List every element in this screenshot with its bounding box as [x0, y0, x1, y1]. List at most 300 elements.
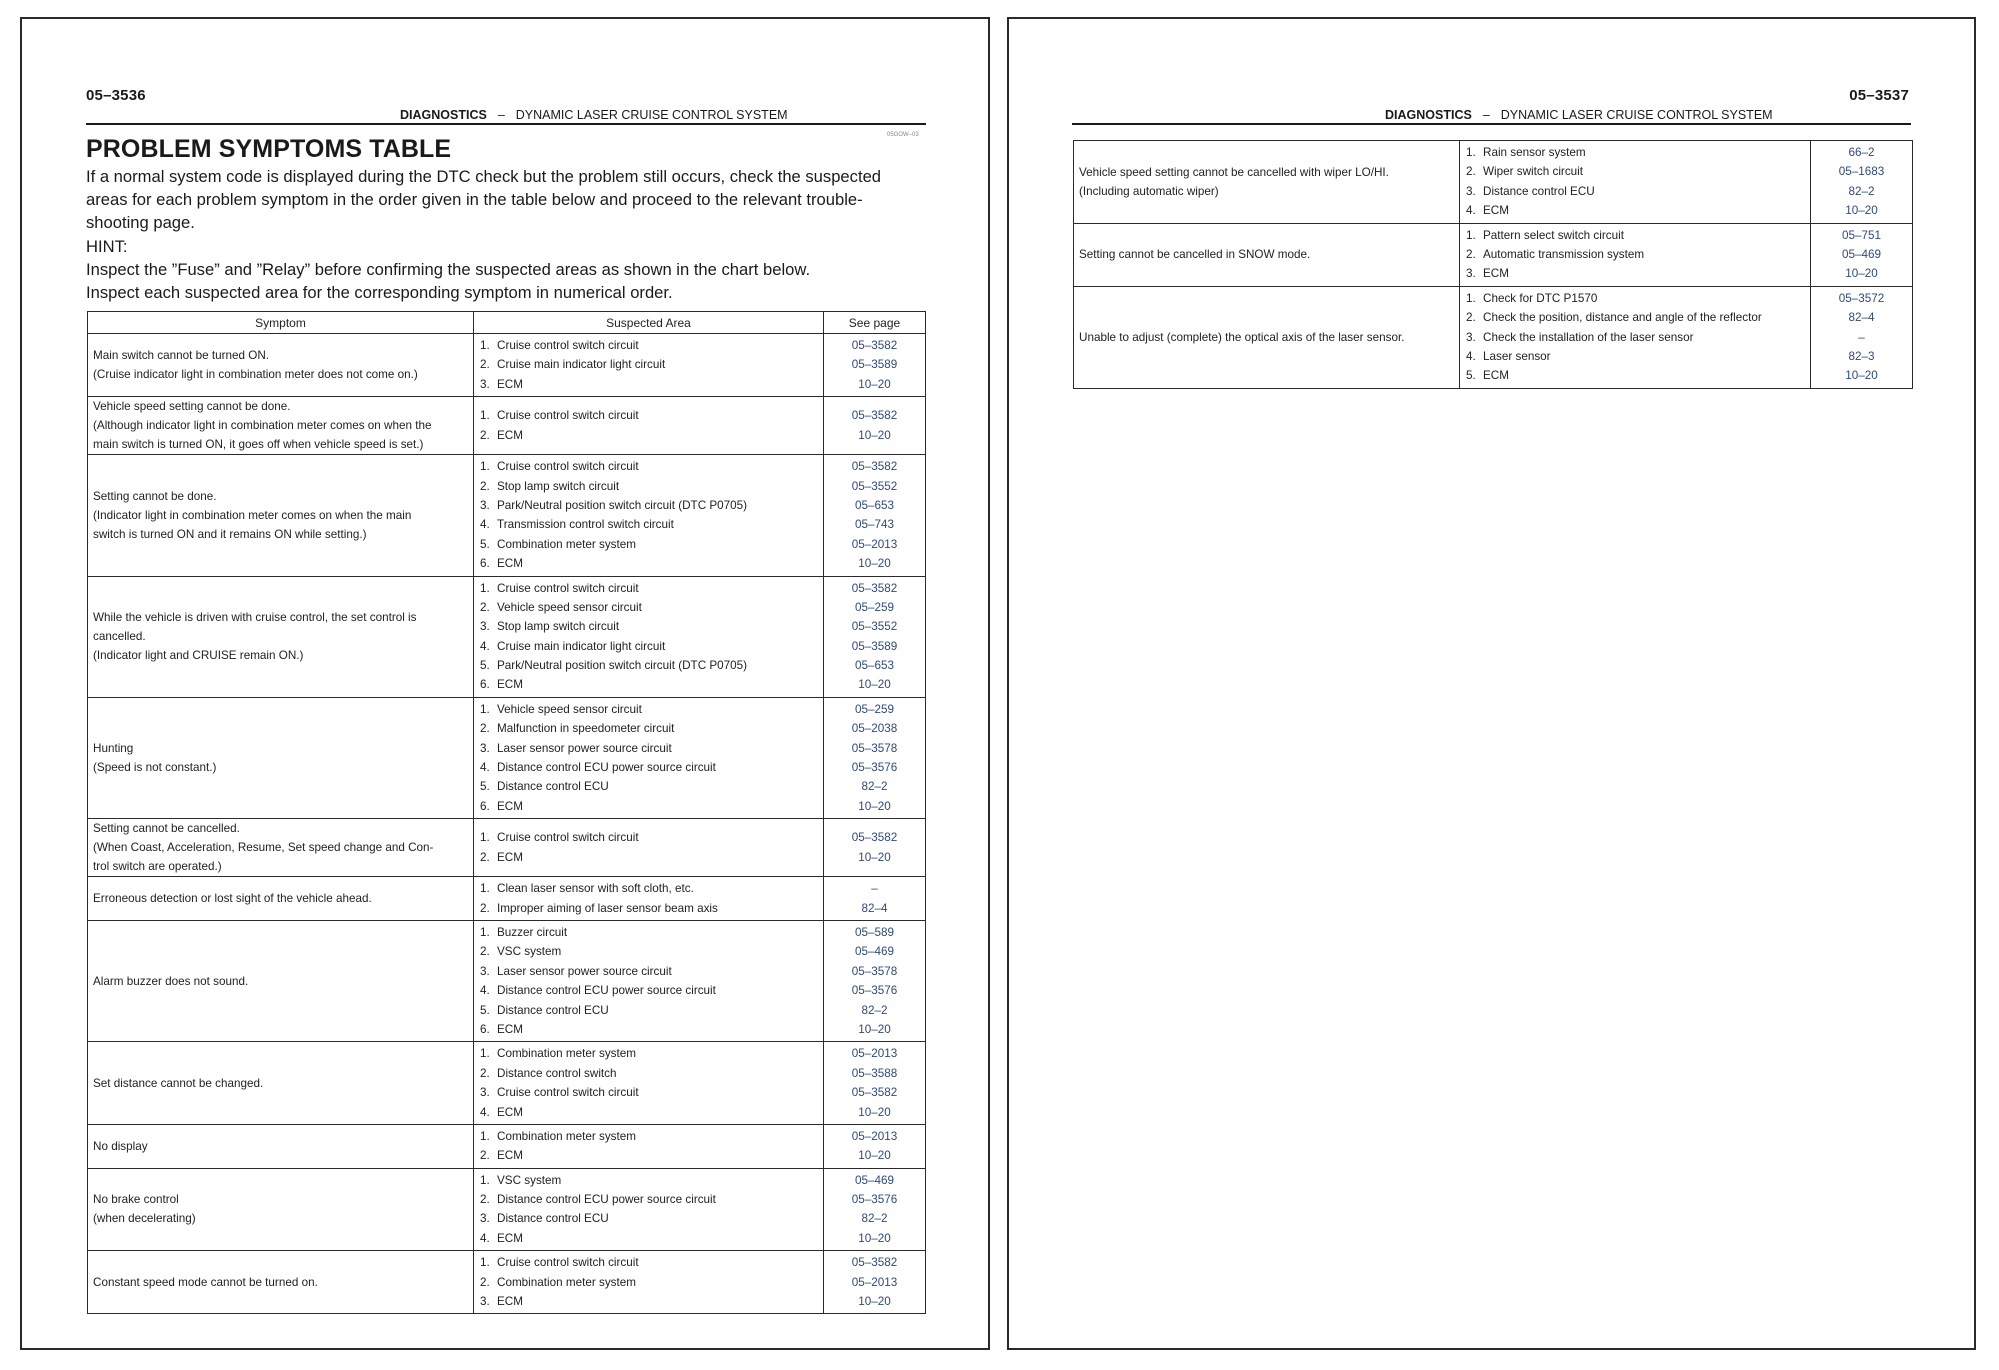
see-page-cell: [824, 697, 926, 818]
item-number: 2.: [480, 901, 490, 915]
page-reference-link[interactable]: 10–20: [1845, 204, 1878, 218]
item-number: 2.: [480, 428, 490, 442]
suspected-area-item: [1460, 289, 1810, 308]
item-number: 2.: [480, 358, 490, 372]
symptom-text: (Although indicator light in combination meter comes on when the: [93, 419, 432, 433]
page-reference-link[interactable]: 05–743: [854, 518, 894, 532]
suspected-area-text: ECM: [497, 1149, 523, 1163]
symptom-text: (Including automatic wiper): [1079, 184, 1219, 198]
page-reference-link[interactable]: 05–469: [1841, 247, 1881, 261]
suspected-area-text: Cruise control switch circuit: [497, 581, 639, 595]
hint-label: HINT:: [86, 236, 128, 256]
table-row: [1074, 286, 1913, 388]
symptom-text: (Speed is not constant.): [93, 761, 217, 775]
symptom-cell: [88, 455, 474, 576]
table-row: [88, 920, 926, 1041]
suspected-area-item: [474, 1253, 823, 1272]
page-title: PROBLEM SYMPTOMS TABLE: [86, 135, 452, 163]
page-reference-link[interactable]: 05–2013: [851, 537, 898, 551]
suspected-area-item: [474, 1229, 823, 1248]
suspected-area-text: Laser sensor power source circuit: [497, 964, 672, 978]
suspected-area-cell: [474, 334, 824, 397]
running-head: [1385, 108, 1773, 122]
item-number: 3.: [480, 620, 490, 634]
suspected-area-text: Cruise main indicator light circuit: [497, 639, 666, 653]
symptom-text: Vehicle speed setting cannot be done.: [93, 400, 291, 414]
table-row: [88, 334, 926, 397]
suspected-area-item: [474, 828, 823, 847]
manual-page-left: [20, 17, 990, 1350]
page-reference-link[interactable]: 05–589: [854, 925, 894, 939]
suspected-area-item: [474, 579, 823, 598]
suspected-area-text: ECM: [497, 850, 523, 864]
page-reference-link[interactable]: 10–20: [858, 377, 891, 391]
problem-symptoms-table-continued: [1073, 140, 1913, 389]
suspected-area-text: Distance control ECU power source circuit: [497, 984, 716, 998]
item-number: 6.: [480, 557, 490, 571]
suspected-area-cell: [474, 397, 824, 455]
suspected-area-text: ECM: [1483, 369, 1509, 383]
running-head-separator: –: [497, 108, 505, 122]
page-reference-link[interactable]: 05–3578: [851, 741, 898, 755]
see-page-cell: [1811, 286, 1913, 388]
page-reference-link[interactable]: 05–3588: [851, 1066, 898, 1080]
see-page-cell: [824, 877, 926, 921]
item-number: 2.: [1466, 311, 1476, 325]
page-reference-link[interactable]: 10–20: [858, 1149, 891, 1163]
item-number: 2.: [480, 850, 490, 864]
suspected-area-text: Check the installation of the laser sensor: [1483, 330, 1694, 344]
page-reference-link[interactable]: 66–2: [1848, 146, 1875, 159]
suspected-area-item: [474, 617, 823, 636]
suspected-area-item: [474, 675, 823, 694]
suspected-area-item: [474, 797, 823, 816]
suspected-area-item: [1460, 226, 1810, 245]
symptom-text: Unable to adjust (complete) the optical axis of the laser sensor.: [1079, 330, 1405, 344]
see-page-cell: [824, 1042, 926, 1125]
item-number: 2.: [480, 1066, 490, 1080]
symptom-text: Setting cannot be cancelled in SNOW mode.: [1079, 248, 1311, 262]
page-reference-link[interactable]: 05–3552: [851, 620, 898, 634]
item-number: 5.: [480, 780, 490, 794]
suspected-area-text: Improper aiming of laser sensor beam axis: [497, 901, 718, 915]
running-head-system: DYNAMIC LASER CRUISE CONTROL SYSTEM: [515, 108, 788, 122]
symptom-cell: [88, 877, 474, 921]
item-number: 1.: [480, 1173, 490, 1187]
symptom-text: cancelled.: [93, 630, 146, 644]
item-number: 2.: [480, 722, 490, 736]
suspected-area-cell: [474, 576, 824, 697]
suspected-area-text: Clean laser sensor with soft cloth, etc.: [497, 882, 694, 896]
item-number: 4.: [1466, 204, 1476, 218]
item-number: 4.: [480, 1105, 490, 1119]
page-reference-link[interactable]: 10–20: [858, 1105, 891, 1119]
symptom-text: (Cruise indicator light in combination meter does not come on.): [93, 368, 418, 382]
symptom-cell: [1074, 286, 1460, 388]
suspected-area-item: [474, 1064, 823, 1083]
suspected-area-item: [474, 1127, 823, 1146]
page-reference-link[interactable]: 05–3578: [851, 964, 898, 978]
suspected-area-text: Cruise control switch circuit: [497, 460, 639, 474]
suspected-area-cell: [1460, 141, 1811, 224]
table-row: [88, 455, 926, 576]
page-reference-link[interactable]: 05–3582: [851, 1256, 898, 1270]
suspected-area-item: [474, 700, 823, 719]
see-page-cell: [824, 819, 926, 877]
table-row: [1074, 141, 1913, 224]
suspected-area-item: [1460, 201, 1810, 220]
page-reference-link[interactable]: 05–1683: [1838, 165, 1885, 179]
see-page-cell: [824, 455, 926, 576]
suspected-area-text: Rain sensor system: [1483, 146, 1586, 159]
page-reference-link[interactable]: 05–469: [854, 1173, 894, 1187]
symptom-cell: [88, 1251, 474, 1314]
item-number: 3.: [1466, 330, 1476, 344]
table-row: [88, 697, 926, 818]
suspected-area-text: ECM: [1483, 267, 1509, 281]
suspected-area-item: [1460, 245, 1810, 264]
suspected-area-item: [474, 899, 823, 918]
item-number: 5.: [480, 659, 490, 673]
page-reference-link[interactable]: 05–259: [854, 600, 894, 614]
suspected-area-item: [474, 1103, 823, 1122]
suspected-area-item: [474, 1273, 823, 1292]
suspected-area-item: [474, 981, 823, 1000]
item-number: 1.: [1466, 228, 1476, 242]
page-reference-link[interactable]: 05–3582: [851, 409, 898, 423]
table-row: [88, 1124, 926, 1168]
item-number: 1.: [480, 460, 490, 474]
suspected-area-text: Pattern select switch circuit: [1483, 228, 1624, 242]
page-reference-link[interactable]: 05–3589: [851, 358, 898, 372]
page-reference-link[interactable]: 10–20: [1845, 267, 1878, 281]
page-reference-link[interactable]: 10–20: [858, 428, 891, 442]
page-reference-link[interactable]: 05–3582: [851, 831, 898, 845]
see-page-cell: [824, 1168, 926, 1251]
item-number: 6.: [480, 799, 490, 813]
suspected-area-item: [474, 515, 823, 534]
item-number: 2.: [480, 945, 490, 959]
symptom-cell: [1074, 141, 1460, 224]
page-reference-link[interactable]: 10–20: [858, 799, 891, 813]
suspected-area-cell: [474, 455, 824, 576]
page-reference-link[interactable]: 10–20: [858, 678, 891, 692]
page-reference-link[interactable]: 05–3576: [851, 984, 898, 998]
item-number: 6.: [480, 678, 490, 692]
suspected-area-text: Distance control ECU: [497, 780, 609, 794]
suspected-area-item: [474, 719, 823, 738]
page-reference-link[interactable]: 05–2013: [851, 1129, 898, 1143]
suspected-area-text: ECM: [497, 1295, 523, 1309]
intro-line: Inspect the ”Fuse” and ”Relay” before confirming the suspected areas as shown in the chart below.: [86, 259, 811, 279]
item-number: 4.: [480, 639, 490, 653]
page-reference-link[interactable]: 10–20: [858, 1231, 891, 1245]
suspected-area-item: [474, 637, 823, 656]
suspected-area-item: [474, 848, 823, 867]
page-reference-link[interactable]: 05–3576: [851, 1193, 898, 1207]
symptom-cell: [88, 1168, 474, 1251]
page-reference-link[interactable]: 05–3582: [851, 1086, 898, 1100]
page-reference-link[interactable]: 05–3589: [851, 639, 898, 653]
suspected-area-item: [474, 598, 823, 617]
suspected-area-text: ECM: [497, 1231, 523, 1245]
page-reference-link[interactable]: –: [871, 882, 878, 896]
suspected-area-text: ECM: [497, 1022, 523, 1036]
suspected-area-item: [474, 457, 823, 476]
page-reference-link[interactable]: 05–2013: [851, 1275, 898, 1289]
suspected-area-text: Cruise control switch circuit: [497, 1256, 639, 1270]
page-reference-link[interactable]: 05–3552: [851, 479, 898, 493]
item-number: 3.: [480, 498, 490, 512]
running-head-system: DYNAMIC LASER CRUISE CONTROL SYSTEM: [1500, 108, 1773, 122]
symptom-text: Vehicle speed setting cannot be cancelled with wiper LO/HI.: [1079, 165, 1389, 179]
suspected-area-text: Stop lamp switch circuit: [497, 479, 620, 493]
item-number: 3.: [480, 377, 490, 391]
suspected-area-cell: [474, 920, 824, 1041]
page-reference-link[interactable]: 82–2: [861, 1003, 888, 1017]
header-rule: [1072, 123, 1911, 125]
suspected-area-cell: [474, 697, 824, 818]
intro-line: areas for each problem symptom in the order given in the table below and proceed to the relevant trouble-: [86, 190, 863, 210]
page-reference-link[interactable]: 82–2: [861, 780, 888, 794]
item-number: 1.: [480, 882, 490, 896]
page-reference-link[interactable]: 05–3582: [851, 339, 898, 352]
see-page-cell: [824, 397, 926, 455]
suspected-area-item: [1460, 182, 1810, 201]
suspected-area-item: [1460, 366, 1810, 385]
suspected-area-item: [1460, 264, 1810, 283]
suspected-area-text: Vehicle speed sensor circuit: [497, 600, 642, 614]
symptom-cell: [88, 697, 474, 818]
item-number: 4.: [480, 984, 490, 998]
page-reference-link[interactable]: 10–20: [858, 557, 891, 571]
symptom-text: Setting cannot be cancelled.: [93, 822, 240, 836]
see-page-cell: [1811, 223, 1913, 286]
suspected-area-text: Buzzer circuit: [497, 925, 568, 939]
column-header-symptom: Symptom: [88, 312, 474, 334]
page-reference-link[interactable]: 05–3576: [851, 761, 898, 775]
see-page-cell: [824, 576, 926, 697]
page-reference-link[interactable]: 82–2: [1848, 184, 1875, 198]
suspected-area-text: Combination meter system: [497, 537, 637, 551]
page-reference-link[interactable]: 10–20: [1845, 369, 1878, 383]
suspected-area-text: Cruise control switch circuit: [497, 339, 639, 352]
table-header-row: [88, 312, 926, 334]
suspected-area-text: Combination meter system: [497, 1129, 637, 1143]
suspected-area-text: ECM: [497, 799, 523, 813]
item-number: 1.: [480, 1256, 490, 1270]
page-reference-link[interactable]: 10–20: [858, 1295, 891, 1309]
suspected-area-item: [474, 355, 823, 374]
suspected-area-text: Cruise control switch circuit: [497, 1086, 639, 1100]
page-reference-link[interactable]: 05–3572: [1838, 291, 1885, 305]
suspected-area-cell: [474, 877, 824, 921]
suspected-area-item: [474, 554, 823, 573]
page-reference-link[interactable]: 05–259: [854, 702, 894, 716]
symptom-cell: [88, 334, 474, 397]
table-row: [88, 576, 926, 697]
intro-line: Inspect each suspected area for the corresponding symptom in numerical order.: [86, 283, 673, 303]
suspected-area-text: Combination meter system: [497, 1275, 637, 1289]
page-reference-link[interactable]: 10–20: [858, 850, 891, 864]
symptom-cell: [88, 819, 474, 877]
suspected-area-item: [474, 656, 823, 675]
page-reference-link[interactable]: 82–3: [1848, 349, 1875, 363]
page-reference-link[interactable]: 82–4: [1848, 311, 1875, 325]
symptom-cell: [88, 1042, 474, 1125]
item-number: 3.: [480, 741, 490, 755]
item-number: 4.: [480, 1231, 490, 1245]
item-number: 1.: [480, 409, 490, 423]
running-head-separator: –: [1482, 108, 1490, 122]
suspected-area-text: Park/Neutral position switch circuit (DTC P0705): [497, 498, 748, 512]
suspected-area-item: [474, 1209, 823, 1228]
item-number: 1.: [480, 702, 490, 716]
suspected-area-text: Stop lamp switch circuit: [497, 620, 620, 634]
symptom-text: Alarm buzzer does not sound.: [93, 974, 249, 988]
page-reference-link[interactable]: 05–2038: [851, 722, 898, 736]
symptom-text: Constant speed mode cannot be turned on.: [93, 1275, 318, 1289]
intro-line: shooting page.: [86, 213, 195, 233]
page-reference-link[interactable]: –: [1858, 330, 1865, 344]
suspected-area-text: Distance control ECU: [1483, 184, 1595, 198]
symptom-text: No brake control: [93, 1193, 179, 1207]
suspected-area-item: [1460, 162, 1810, 181]
page-reference-link[interactable]: 05–653: [854, 498, 894, 512]
suspected-area-text: Laser sensor: [1483, 349, 1551, 363]
page-reference-link[interactable]: 82–4: [861, 901, 888, 915]
item-number: 3.: [1466, 184, 1476, 198]
symptom-cell: [88, 920, 474, 1041]
suspected-area-text: ECM: [497, 428, 523, 442]
suspected-area-text: VSC system: [497, 945, 562, 959]
suspected-area-text: Wiper switch circuit: [1483, 165, 1584, 179]
suspected-area-cell: [474, 1124, 824, 1168]
suspected-area-cell: [474, 819, 824, 877]
item-number: 4.: [1466, 349, 1476, 363]
suspected-area-item: [474, 777, 823, 796]
item-number: 1.: [480, 339, 490, 352]
suspected-area-text: Automatic transmission system: [1483, 247, 1645, 261]
page-reference-link[interactable]: 05–3582: [851, 581, 898, 595]
item-number: 2.: [480, 479, 490, 493]
item-number: 5.: [480, 537, 490, 551]
symptom-cell: [88, 397, 474, 455]
suspected-area-item: [474, 406, 823, 425]
suspected-area-text: ECM: [497, 1105, 523, 1119]
suspected-area-item: [474, 1190, 823, 1209]
suspected-area-cell: [474, 1251, 824, 1314]
suspected-area-item: [474, 758, 823, 777]
item-number: 1.: [480, 925, 490, 939]
running-head-section: DIAGNOSTICS: [400, 108, 487, 122]
symptom-cell: [88, 576, 474, 697]
item-number: 1.: [1466, 146, 1476, 159]
symptom-text: (Indicator light in combination meter comes on when the main: [93, 508, 412, 522]
intro-text: [86, 165, 881, 304]
suspected-area-cell: [474, 1042, 824, 1125]
table-row: [1074, 223, 1913, 286]
table-row: [88, 819, 926, 877]
item-number: 4.: [480, 761, 490, 775]
page-reference-link[interactable]: 05–469: [854, 945, 894, 959]
see-page-cell: [824, 1124, 926, 1168]
suspected-area-item: [474, 1020, 823, 1039]
item-number: 2.: [1466, 165, 1476, 179]
page-reference-link[interactable]: 05–2013: [851, 1047, 898, 1061]
table-row: [88, 877, 926, 921]
page-reference-link[interactable]: 05–653: [854, 659, 894, 673]
symptom-text: (Indicator light and CRUISE remain ON.): [93, 649, 304, 663]
suspected-area-text: Check the position, distance and angle of the reflector: [1483, 311, 1762, 325]
suspected-area-text: Laser sensor power source circuit: [497, 741, 672, 755]
suspected-area-text: ECM: [1483, 204, 1509, 218]
suspected-area-item: [1460, 328, 1810, 347]
item-number: 2.: [1466, 247, 1476, 261]
symptom-cell: [88, 1124, 474, 1168]
suspected-area-item: [474, 1171, 823, 1190]
suspected-area-item: [474, 1292, 823, 1311]
suspected-area-item: [474, 923, 823, 942]
column-header-suspected-area: Suspected Area: [474, 312, 824, 334]
suspected-area-item: [474, 962, 823, 981]
suspected-area-item: [474, 496, 823, 515]
item-number: 1.: [1466, 291, 1476, 305]
suspected-area-item: [474, 1146, 823, 1165]
symptom-text: Erroneous detection or lost sight of the vehicle ahead.: [93, 892, 372, 906]
symptom-text: Main switch cannot be turned ON.: [93, 349, 270, 363]
page-reference-link[interactable]: 82–2: [861, 1212, 888, 1226]
header-rule: [86, 123, 926, 125]
suspected-area-text: Distance control ECU power source circuit: [497, 761, 716, 775]
suspected-area-text: Park/Neutral position switch circuit (DTC P0705): [497, 659, 748, 673]
suspected-area-cell: [1460, 223, 1811, 286]
symptom-text: main switch is turned ON, it goes off when vehicle speed is set.): [93, 438, 424, 452]
suspected-area-text: Cruise main indicator light circuit: [497, 358, 666, 372]
suspected-area-item: [474, 375, 823, 394]
table-row: [88, 397, 926, 455]
page-reference-link[interactable]: 05–3582: [851, 460, 898, 474]
see-page-cell: [824, 920, 926, 1041]
page-reference-link[interactable]: 10–20: [858, 1022, 891, 1036]
suspected-area-text: Cruise control switch circuit: [497, 409, 639, 423]
running-head-section: DIAGNOSTICS: [1385, 108, 1472, 122]
symptom-text: Setting cannot be done.: [93, 489, 217, 503]
table-row: [88, 1251, 926, 1314]
suspected-area-text: Vehicle speed sensor circuit: [497, 702, 642, 716]
suspected-area-item: [474, 942, 823, 961]
item-number: 3.: [1466, 267, 1476, 281]
suspected-area-item: [1460, 347, 1810, 366]
suspected-area-text: Distance control ECU: [497, 1212, 609, 1226]
page-reference-link[interactable]: 05–751: [1841, 228, 1881, 242]
item-number: 1.: [480, 1047, 490, 1061]
column-header-see-page: See page: [824, 312, 926, 334]
suspected-area-text: Cruise control switch circuit: [497, 831, 639, 845]
item-number: 2.: [480, 1193, 490, 1207]
item-number: 5.: [480, 1003, 490, 1017]
item-number: 6.: [480, 1022, 490, 1036]
running-head: [400, 108, 788, 122]
item-number: 1.: [480, 1129, 490, 1143]
page-number: 05–3537: [1849, 87, 1909, 104]
symptom-text: No display: [93, 1139, 148, 1153]
suspected-area-text: ECM: [497, 377, 523, 391]
problem-symptoms-table: [87, 311, 926, 1314]
suspected-area-item: [1460, 143, 1810, 162]
item-number: 5.: [1466, 369, 1476, 383]
suspected-area-text: ECM: [497, 678, 523, 692]
